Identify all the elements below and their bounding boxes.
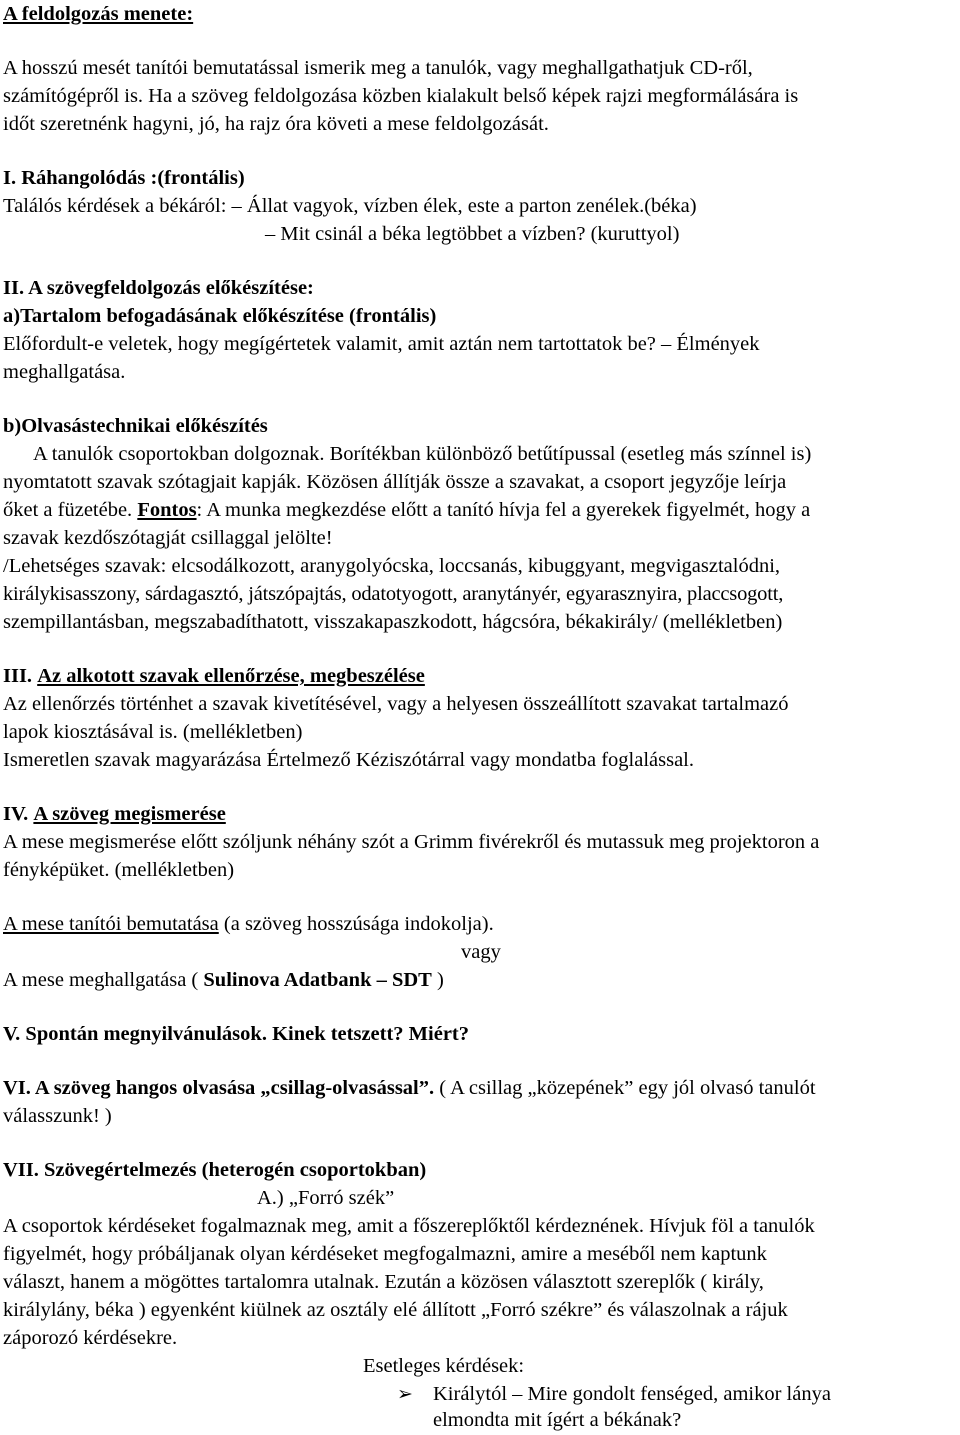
- section-4-heading: A szöveg megismerése: [33, 803, 226, 825]
- words-line-1: /Lehetséges szavak: elcsodálkozott, aranygolyócska, loccsanás, kibuggyant, megvigasztalódni,: [3, 555, 781, 577]
- section-3-line-1: Az ellenőrzés történhet a szavak kivetítésével, vagy a helyesen összeállított szavakat tartalmazó: [3, 693, 789, 715]
- section-6-title-rest: ( A csillag „közepének” egy jól olvasó tanulót: [434, 1077, 816, 1099]
- section-6-line-2: válasszunk! ): [3, 1105, 112, 1127]
- section-2-title: II. A szövegfeldolgozás előkészítése:: [3, 277, 314, 299]
- section-3-line-2: lapok kiosztásával is. (mellékletben): [3, 721, 303, 743]
- subsection-b-line-4: szavak kezdőszótagját csillaggal jelölte!: [3, 527, 333, 549]
- words-line-2: királykisasszony, sárdagasztó, játszópajtás, odatotyogott, aranytányér, egyarasznyira, placcsogott,: [3, 583, 784, 605]
- section-3-line-3: Ismeretlen szavak magyarázása Értelmező Kéziszótárral vagy mondatba foglalással.: [3, 749, 694, 771]
- section-1-title: I. Ráhangolódás :(frontális): [3, 167, 245, 189]
- subsection-b-line-3: [3, 497, 810, 525]
- subsection-a-line-2: meghallgatása.: [3, 361, 126, 383]
- section-7-title: VII. Szövegértelmezés (heterogén csoportokban): [3, 1159, 427, 1181]
- subsection-b-line-3-rest: : A munka megkezdése előtt a tanító hívja fel a gyerekek figyelmét, hogy a: [196, 499, 811, 521]
- subsection-b-line-1: A tanulók csoportokban dolgoznak. Borítékban különböző betűtípussal (esetleg más színnel is): [33, 443, 812, 465]
- subsection-b-title: b)Olvasástechnikai előkészítés: [3, 415, 268, 437]
- section-7-line-2: figyelmét, hogy próbáljanak olyan kérdéseket megfogalmazni, amire a meséből nem kaptunk: [3, 1243, 767, 1265]
- teacher-presentation-label: A mese tanítói bemutatása: [3, 913, 219, 935]
- riddle-line-2: – Mit csinál a béka legtöbbet a vízben? (kuruttyol): [265, 223, 680, 245]
- riddle-line-1: Találós kérdések a békáról: – Állat vagyok, vízben élek, este a parton zenélek.(béka): [3, 195, 697, 217]
- section-4-line-2: fényképüket. (mellékletben): [3, 859, 235, 881]
- question-1-line-2: elmondta mit ígért a békának?: [433, 1409, 682, 1431]
- question-1-line-1: Királytól – Mire gondolt fenséged, amikor lánya: [433, 1383, 831, 1405]
- section-7-line-1: A csoportok kérdéseket fogalmaznak meg, amit a főszereplőktől kérdeznének. Hívjuk föl a tanulók: [3, 1215, 815, 1237]
- words-line-3: szempillantásban, megszabadíthatott, visszakapaszkodott, hágcsóra, békakirály/ (mellékletben): [3, 611, 783, 633]
- section-6-title: [3, 1075, 816, 1103]
- section-7-line-3: választ, hanem a mögöttes tartalomra utalnak. Ezután a közösen választott szereplők ( király,: [3, 1271, 764, 1293]
- intro-line-2: számítógépről is. Ha a szöveg feldolgozása közben kialakult belső képek rajzi megformálására is: [3, 85, 799, 107]
- section-5-title: V. Spontán megnyilvánulások. Kinek tetszett? Miért?: [3, 1023, 470, 1045]
- listening-close: ): [431, 969, 444, 991]
- section-3-heading: Az alkotott szavak ellenőrzése, megbeszélése: [37, 665, 425, 687]
- section-7-line-5: záporozó kérdésekre.: [3, 1327, 178, 1349]
- subsection-a-line-1: Előfordult-e veletek, hogy megígértetek valamit, amit aztán nem tartottatok be? – Élmények: [3, 333, 760, 355]
- section-4-line-3-rest: (a szöveg hosszúsága indokolja).: [218, 913, 494, 935]
- intro-line-1: A hosszú mesét tanítói bemutatással ismerik meg a tanulók, vagy meghallgathatjuk CD-ről,: [3, 57, 753, 79]
- section-7-line-4: királylány, béka ) egyenként kiülnek az osztály elé állított „Forró székre” és válaszolnak a rájuk: [3, 1299, 788, 1321]
- intro-line-3: időt szeretnénk hagyni, jó, ha rajz óra követi a mese feldolgozását.: [3, 113, 549, 135]
- section-4-line-1: A mese megismerése előtt szóljunk néhány szót a Grimm fivérekről és mutassuk meg projektoron a: [3, 831, 820, 853]
- arrow-bullet-icon: ➢: [397, 1383, 413, 1405]
- section-4-number: IV.: [3, 803, 29, 825]
- section-4-line-5: [3, 967, 444, 995]
- possible-questions-label: Esetleges kérdések:: [363, 1355, 525, 1377]
- subsection-b-line-2: nyomtatott szavak szótagjait kapják. Közösen állítják össze a szavakat, a csoport jegyzője leírja: [3, 471, 787, 493]
- section-3-number: III.: [3, 665, 33, 687]
- section-4-title: [3, 801, 226, 829]
- or-label: vagy: [461, 941, 501, 963]
- section-4-line-3: [3, 911, 494, 939]
- section-3-title: [3, 663, 425, 691]
- listening-label: A mese meghallgatása (: [3, 969, 204, 991]
- subsection-a-title: a)Tartalom befogadásának előkészítése (frontális): [3, 305, 437, 327]
- hot-seat-title: A.) „Forró szék”: [257, 1187, 395, 1209]
- sulinova-source: Sulinova Adatbank – SDT: [203, 969, 432, 991]
- section-6-heading: VI. A szöveg hangos olvasása „csillag-olvasással”.: [3, 1077, 435, 1099]
- fontos-label: Fontos: [137, 499, 197, 521]
- subsection-b-line-3-start: őket a füzetébe.: [3, 499, 133, 521]
- section-heading: A feldolgozás menete:: [3, 3, 194, 25]
